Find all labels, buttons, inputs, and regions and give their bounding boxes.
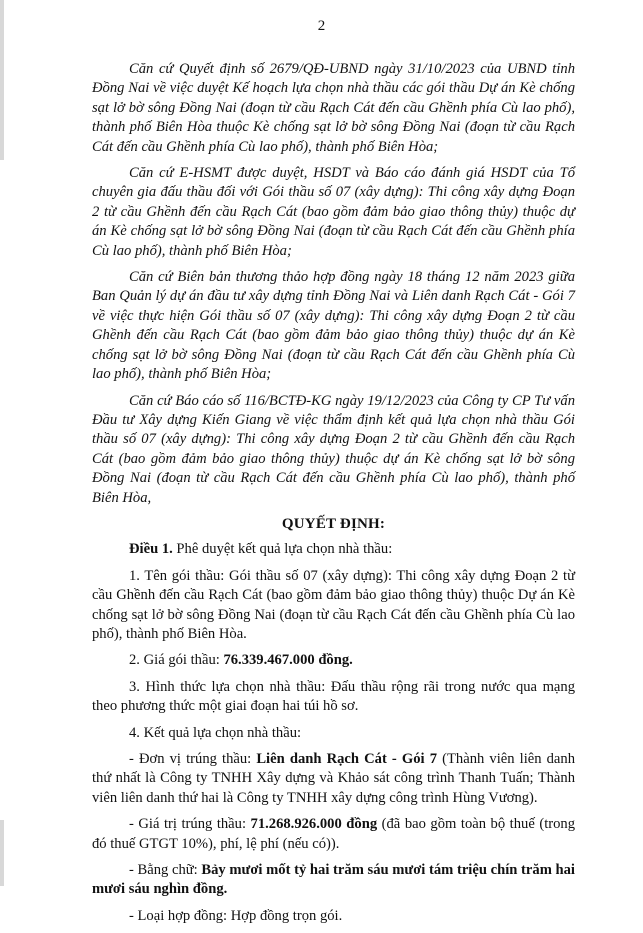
page-number: 2 [317,18,326,34]
winning-bidder-item [92,750,575,808]
contract-type-item: - Loại hợp đồng: Hợp đồng trọn gói. [129,907,343,924]
package-price-label: 2. Giá gói thầu: [129,652,224,669]
legal-basis-section [92,60,575,508]
winning-bidder-value: Liên danh Rạch Cát - Gói 7 [256,751,438,767]
winning-value-amount: 71.268.926.000 đồng [250,816,378,833]
winning-bidder-label: - Đơn vị trúng thầu: [129,751,257,767]
scan-edge-shadow [0,820,4,886]
package-name-item: 1. Tên gói thầu: Gói thầu số 07 (xây dựng): Thi công xây dựng Đoạn 2 từ cầu Ghềnh đến cầu Rạch Cát (bao gồm đảm bảo giao thông thủy) thuộc Dự án Kè chống sạt lở bờ sông Đồng Nai (đoạn từ cầu Rạch Cát đến cầu Ghềnh phía Cù lao phố), thành phố Biên Hòa. [92,567,575,642]
article-1-label: Điều 1. [129,541,173,558]
article-1 [92,540,575,559]
selection-method-item: 3. Hình thức lựa chọn nhà thầu: Đấu thầu rộng rãi trong nước qua mạng theo phương thức một giai đoạn hai túi hồ sơ. [92,678,575,715]
winning-value-item [92,815,575,854]
article-1-text: Phê duyệt kết quả lựa chọn nhà thầu: [172,541,393,558]
selection-result-item: 4. Kết quả lựa chọn nhà thầu: [129,724,302,741]
document-body [92,60,575,933]
legal-basis-paragraph: Căn cứ Báo cáo số 116/BCTĐ-KG ngày 19/12/2023 của Công ty CP Tư vấn Đầu tư Xây dựng Kiến Giang về việc thẩm định kết quả lựa chọn nhà thầu Gói thầu số 07 (xây dựng): Thi công xây dựng Đoạn 2 từ cầu Ghềnh đến cầu Rạch Cát (bao gồm đảm bảo giao thông thủy) thuộc dự án Kè chống sạt lở bờ sông Đồng Nai (đoạn từ cầu Rạch Cát đến cầu Ghềnh phía Cù lao phố), thành phố Biên Hòa, [92,392,575,506]
legal-basis-paragraph: Căn cứ E-HSMT được duyệt, HSDT và Báo cáo đánh giá HSDT của Tổ chuyên gia đấu thầu đối với Gói thầu số 07 (xây dựng): Thi công xây dựng Đoạn 2 từ cầu Ghềnh đến cầu Rạch Cát (bao gồm đảm bảo giao thông thủy) thuộc dự án Kè chống sạt lở bờ sông Đồng Nai (đoạn từ cầu Rạch Cát đến cầu Ghềnh phía Cù lao phố), thành phố Biên Hòa; [92,165,575,259]
package-price-item [92,651,575,670]
winning-value-label: - Giá trị trúng thầu: [129,816,251,833]
package-price-value: 76.339.467.000 đồng. [223,652,353,669]
winning-value-detail: (đã bao gồm toàn bộ thuế (trong đó thuế GTGT 10%), phí, lệ phí (nếu có)). [92,816,576,852]
legal-basis-paragraph: Căn cứ Biên bản thương thảo hợp đồng ngày 18 tháng 12 năm 2023 giữa Ban Quản lý dự án đầu tư xây dựng tỉnh Đồng Nai và Liên danh Rạch Cát - Gói 7 về việc thực hiện Gói thầu số 07 (xây dựng): Thi công xây dựng Đoạn 2 từ cầu Ghềnh đến cầu Rạch Cát (bao gồm đảm bảo giao thông thủy) thuộc dự án Kè chống sạt lở bờ sông Đồng Nai (đoạn từ cầu Rạch Cát đến cầu Ghềnh phía Cù lao phố), thành phố Biên Hòa; [92,269,575,383]
winning-bidder-detail: (Thành viên liên danh thứ nhất là Công ty TNHH Xây dựng và Khảo sát công trình Thanh Tuấn; Thành viên liên danh thứ hai là Công ty TNHH xây dựng công trình Hùng Vương). [92,751,576,806]
amount-in-words-label: - Bằng chữ: [129,862,202,879]
decision-heading: QUYẾT ĐỊNH: [281,515,386,532]
amount-in-words-item [92,861,575,900]
legal-basis-paragraph: Căn cứ Quyết định số 2679/QĐ-UBND ngày 31/10/2023 của UBND tỉnh Đồng Nai về việc duyệt Kế hoạch lựa chọn nhà thầu các gói thầu Dự án Kè chống sạt lở bờ sông Đồng Nai (đoạn từ cầu Rạch Cát đến cầu Ghềnh phía Cù lao phố), thành phố Biên Hòa thuộc Kè chống sạt lở bờ sông Đồng Nai (đoạn từ cầu Rạch Cát đến cầu Ghềnh phía Cù lao phố), thành phố Biên Hòa; [92,61,575,155]
amount-in-words-value: Bảy mươi mốt tỷ hai trăm sáu mươi tám triệu chín trăm hai mươi sáu nghìn đồng. [92,862,575,898]
